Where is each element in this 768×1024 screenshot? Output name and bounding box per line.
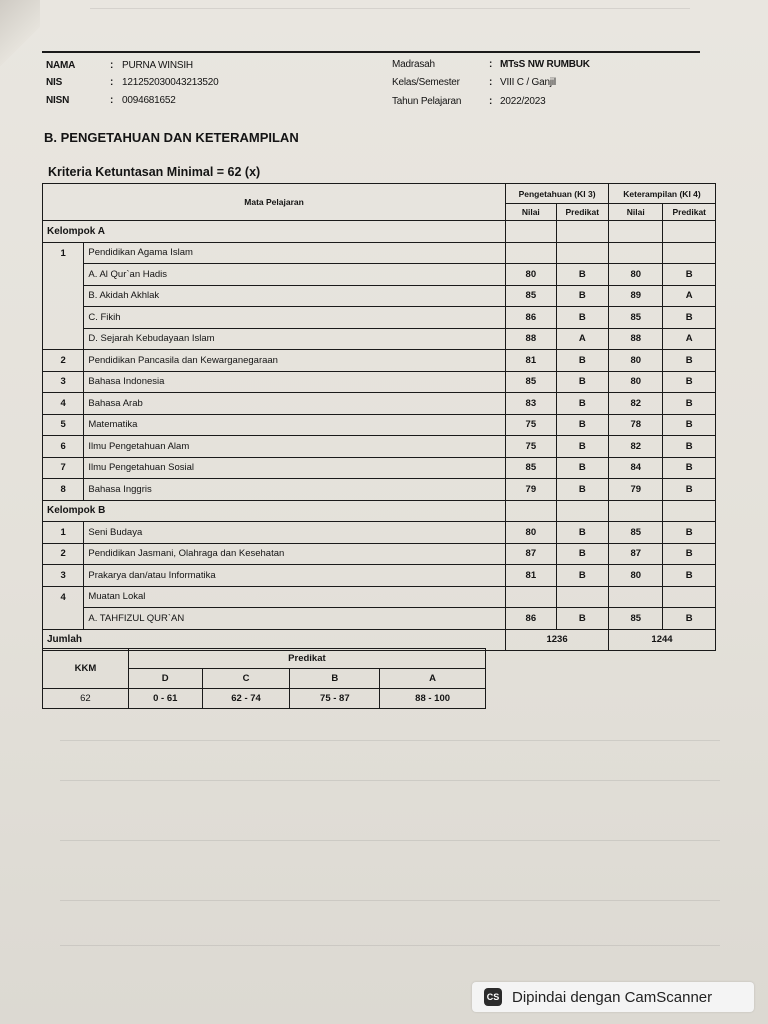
subject-row: [43, 285, 716, 307]
pengetahuan-predikat: A: [556, 328, 608, 350]
keterampilan-nilai: 78: [609, 414, 663, 436]
watermark-text: Dipindai dengan CamScanner: [512, 988, 713, 1006]
keterampilan-nilai: 85: [609, 522, 663, 544]
pengetahuan-predikat: B: [556, 608, 608, 630]
range-d: 0 - 61: [128, 689, 202, 709]
subject-row: [43, 522, 716, 544]
pengetahuan-nilai: 86: [506, 307, 556, 329]
subject-no: [43, 307, 84, 329]
kkm-title: Kriteria Ketuntasan Minimal = 62 (x): [48, 165, 261, 179]
keterampilan-predikat: B: [663, 436, 716, 458]
grade-c: C: [202, 669, 290, 689]
subject-row: [43, 371, 716, 393]
pengetahuan-predikat: B: [556, 543, 608, 565]
group-row-a: [43, 221, 716, 243]
jumlah-pengetahuan: 1236: [506, 629, 609, 651]
subject-name: Muatan Lokal: [84, 586, 506, 608]
pengetahuan-predikat: B: [556, 307, 608, 329]
group-label-b: Kelompok B: [43, 500, 506, 522]
subject-name: Ilmu Pengetahuan Sosial: [84, 457, 506, 479]
keterampilan-nilai: 89: [609, 285, 663, 307]
subject-row: [43, 328, 716, 350]
subject-row: [43, 307, 716, 329]
kkm-value: 62: [43, 689, 129, 709]
tahun-value: 2022/2023: [500, 96, 546, 107]
subject-no: [43, 608, 84, 630]
subject-name: A. Al Qur`an Hadis: [84, 264, 506, 286]
keterampilan-predikat: [663, 586, 716, 608]
kelas-label: Kelas/Semester: [392, 77, 460, 88]
subject-row: [43, 414, 716, 436]
grade-b: B: [290, 669, 380, 689]
subject-row: [43, 393, 716, 415]
header-rule: [42, 51, 700, 53]
subject-row: [43, 242, 716, 264]
keterampilan-predikat: B: [663, 264, 716, 286]
subject-row: [43, 479, 716, 501]
pengetahuan-nilai: 79: [506, 479, 556, 501]
pengetahuan-nilai: 85: [506, 285, 556, 307]
pengetahuan-predikat: B: [556, 264, 608, 286]
nis-label: NIS: [46, 77, 63, 88]
range-b: 75 - 87: [290, 689, 380, 709]
subject-no: 4: [43, 393, 84, 415]
pengetahuan-predikat: B: [556, 371, 608, 393]
pengetahuan-nilai: 80: [506, 522, 556, 544]
subject-no: 5: [43, 414, 84, 436]
madrasah-value: MTsS NW RUMBUK: [500, 59, 590, 70]
col-pengetahuan: Pengetahuan (KI 3): [506, 184, 609, 204]
nisn-sep: :: [110, 95, 114, 106]
folded-corner: [0, 0, 40, 70]
keterampilan-nilai: [609, 586, 663, 608]
pengetahuan-nilai: 85: [506, 457, 556, 479]
range-a: 88 - 100: [380, 689, 486, 709]
subject-row: [43, 586, 716, 608]
subject-row: [43, 608, 716, 630]
camscanner-watermark: [472, 982, 754, 1012]
keterampilan-predikat: B: [663, 522, 716, 544]
pengetahuan-predikat: B: [556, 414, 608, 436]
pengetahuan-predikat: B: [556, 285, 608, 307]
nama-sep: :: [110, 60, 114, 71]
kkm-table: [42, 648, 486, 709]
pengetahuan-predikat: B: [556, 436, 608, 458]
tahun-sep: :: [489, 96, 493, 107]
subject-name: Bahasa Arab: [84, 393, 506, 415]
kelas-value: VIII C / Ganjil: [500, 77, 556, 88]
keterampilan-nilai: 85: [609, 608, 663, 630]
subject-name: Pendidikan Jasmani, Olahraga dan Kesehatan: [84, 543, 506, 565]
pengetahuan-nilai: 87: [506, 543, 556, 565]
grade-a: A: [380, 669, 486, 689]
subject-no: 3: [43, 371, 84, 393]
pengetahuan-nilai: 81: [506, 565, 556, 587]
keterampilan-nilai: 80: [609, 350, 663, 372]
pengetahuan-nilai: 88: [506, 328, 556, 350]
pengetahuan-nilai: [506, 242, 556, 264]
col-k-predikat: Predikat: [663, 204, 716, 221]
subject-no: [43, 285, 84, 307]
subject-name: Matematika: [84, 414, 506, 436]
subject-no: 7: [43, 457, 84, 479]
pengetahuan-nilai: [506, 586, 556, 608]
pengetahuan-predikat: [556, 586, 608, 608]
keterampilan-nilai: 80: [609, 264, 663, 286]
nis-sep: :: [110, 77, 114, 88]
keterampilan-predikat: B: [663, 543, 716, 565]
col-mata-pelajaran: Mata Pelajaran: [43, 184, 506, 221]
subject-row: [43, 264, 716, 286]
keterampilan-predikat: B: [663, 307, 716, 329]
keterampilan-predikat: A: [663, 285, 716, 307]
subject-row: [43, 350, 716, 372]
pengetahuan-nilai: 85: [506, 371, 556, 393]
subject-name: D. Sejarah Kebudayaan Islam: [84, 328, 506, 350]
subject-name: Seni Budaya: [84, 522, 506, 544]
tahun-label: Tahun Pelajaran: [392, 96, 462, 107]
keterampilan-predikat: B: [663, 350, 716, 372]
pengetahuan-nilai: 81: [506, 350, 556, 372]
keterampilan-predikat: A: [663, 328, 716, 350]
pengetahuan-nilai: 75: [506, 414, 556, 436]
keterampilan-predikat: B: [663, 608, 716, 630]
col-keterampilan: Keterampilan (KI 4): [609, 184, 716, 204]
kelas-sep: :: [489, 77, 493, 88]
col-p-predikat: Predikat: [556, 204, 608, 221]
subject-name: Bahasa Indonesia: [84, 371, 506, 393]
section-title: B. PENGETAHUAN DAN KETERAMPILAN: [44, 130, 299, 145]
nisn-label: NISN: [46, 95, 70, 106]
subject-no: 2: [43, 350, 84, 372]
jumlah-keterampilan: 1244: [609, 629, 716, 651]
keterampilan-nilai: 84: [609, 457, 663, 479]
pengetahuan-predikat: B: [556, 457, 608, 479]
subject-row: [43, 436, 716, 458]
subject-no: 3: [43, 565, 84, 587]
subject-name: Ilmu Pengetahuan Alam: [84, 436, 506, 458]
pengetahuan-predikat: B: [556, 565, 608, 587]
subject-name: Pendidikan Agama Islam: [84, 242, 506, 264]
subject-no: 1: [43, 522, 84, 544]
keterampilan-nilai: 79: [609, 479, 663, 501]
group-row-b: [43, 500, 716, 522]
subject-no: [43, 264, 84, 286]
subject-name: C. Fikih: [84, 307, 506, 329]
pengetahuan-predikat: B: [556, 522, 608, 544]
kkm-header: KKM: [43, 649, 129, 689]
keterampilan-nilai: [609, 242, 663, 264]
subject-no: 8: [43, 479, 84, 501]
subject-name: Pendidikan Pancasila dan Kewarganegaraan: [84, 350, 506, 372]
subject-name: Prakarya dan/atau Informatika: [84, 565, 506, 587]
predikat-header: Predikat: [128, 649, 485, 669]
keterampilan-nilai: 82: [609, 393, 663, 415]
keterampilan-nilai: 80: [609, 371, 663, 393]
group-label-a: Kelompok A: [43, 221, 506, 243]
keterampilan-predikat: [663, 242, 716, 264]
pengetahuan-predikat: [556, 242, 608, 264]
keterampilan-predikat: B: [663, 457, 716, 479]
pengetahuan-nilai: 86: [506, 608, 556, 630]
pengetahuan-predikat: B: [556, 479, 608, 501]
pengetahuan-predikat: B: [556, 393, 608, 415]
keterampilan-predikat: B: [663, 565, 716, 587]
subject-name: A. TAHFIZUL QUR`AN: [84, 608, 506, 630]
col-k-nilai: Nilai: [609, 204, 663, 221]
keterampilan-nilai: 85: [609, 307, 663, 329]
nisn-value: 0094681652: [122, 95, 176, 106]
keterampilan-predikat: B: [663, 371, 716, 393]
range-c: 62 - 74: [202, 689, 290, 709]
subject-name: Bahasa Inggris: [84, 479, 506, 501]
keterampilan-nilai: 88: [609, 328, 663, 350]
subject-no: 4: [43, 586, 84, 608]
subject-row: [43, 457, 716, 479]
madrasah-label: Madrasah: [392, 59, 435, 70]
subject-name: B. Akidah Akhlak: [84, 285, 506, 307]
nama-value: PURNA WINSIH: [122, 60, 193, 71]
keterampilan-nilai: 82: [609, 436, 663, 458]
pengetahuan-predikat: B: [556, 350, 608, 372]
subject-no: 6: [43, 436, 84, 458]
col-p-nilai: Nilai: [506, 204, 556, 221]
subject-no: [43, 328, 84, 350]
keterampilan-predikat: B: [663, 414, 716, 436]
camscanner-icon: CS: [484, 988, 502, 1006]
grade-d: D: [128, 669, 202, 689]
subject-no: 1: [43, 242, 84, 264]
keterampilan-nilai: 80: [609, 565, 663, 587]
nama-label: NAMA: [46, 60, 76, 71]
madrasah-sep: :: [489, 59, 493, 70]
grades-table: [42, 183, 716, 651]
pengetahuan-nilai: 83: [506, 393, 556, 415]
keterampilan-predikat: B: [663, 479, 716, 501]
nis-value: 121252030043213520: [122, 77, 219, 88]
pengetahuan-nilai: 75: [506, 436, 556, 458]
subject-row: [43, 565, 716, 587]
pengetahuan-nilai: 80: [506, 264, 556, 286]
keterampilan-predikat: B: [663, 393, 716, 415]
subject-row: [43, 543, 716, 565]
subject-no: 2: [43, 543, 84, 565]
jumlah-label: Jumlah: [43, 629, 506, 651]
keterampilan-nilai: 87: [609, 543, 663, 565]
